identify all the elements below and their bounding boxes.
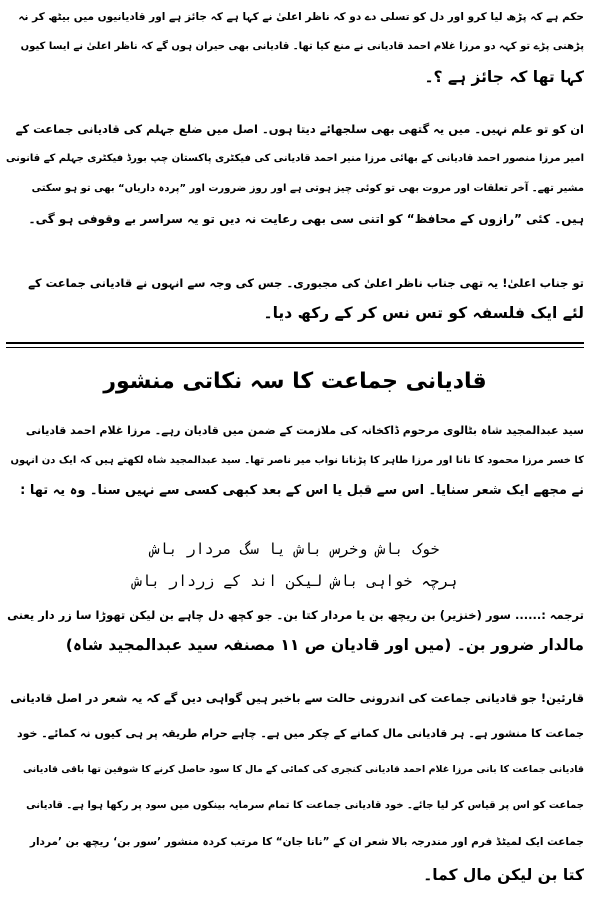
text-line: سید عبدالمجید شاہ بٹالوی مرحوم ڈاکخانہ کی ملازمت کے ضمن میں قادیان رہے۔ مرزا غلام احمد قادیانی	[25, 424, 584, 437]
text-line: جماعت کا منشور ہے۔ ہر قادیانی مال کمانے کے چکر میں ہے۔ چاہے حرام طریقہ پر ہی کیوں نہ کمائے۔ خود	[17, 727, 584, 740]
text-line: پڑھنی پڑے تو کہہ دو مرزا غلام احمد قادیانی نے منع کیا تھا۔ قادیانی بھی حیران ہوں گے کہ ناظر اعلیٰ نے ایسا کیوں	[20, 41, 584, 52]
text-line: جماعت ایک لمیٹڈ فرم اور مندرجہ بالا شعر ان کے ”نانا جان“ کا مرتب کردہ منشور ’سور بن‘ ریچھ بن ’مردار	[29, 836, 584, 848]
text-line: کتا بن لیکن مال کما۔	[423, 866, 584, 884]
poem-line-2: ہرچہ خواہی باش لیکن اند کے زردار باش	[132, 572, 458, 590]
text-line: کہا تھا کہ جائز ہے ؟۔	[424, 68, 584, 86]
text-line: نے مجھے ایک شعر سنایا۔ اس سے قبل یا اس کے بعد کبھی کسی سے نہیں سنا۔ وہ یہ تھا :	[20, 483, 584, 498]
poem-line-1: خوک باش وخرس باش یا سگ مردار باش	[150, 540, 440, 558]
section-divider-thick	[6, 342, 584, 344]
text-line: کا خسر مرزا محمود کا نانا اور مرزا طاہر کا پڑنانا نواب میر ناصر تھا۔ سید عبدالمجید شاہ لکھتے ہیں کہ ایک دن انہوں	[10, 455, 584, 466]
text-line: حکم ہے کہ پڑھ لیا کرو اور دل کو تسلی دے دو کہ ناظر اعلیٰ نے کہا ہے کہ جائز ہے اور قادیانیوں میں بیٹھ کر نہ	[18, 11, 584, 23]
text-line: امیر مرزا منصور احمد قادیانی کے بھائی مرزا منیر احمد قادیانی کی فیکٹری پاکستان چپ بورڈ فیکٹری جہلم کے قانونی	[6, 153, 584, 164]
text-line: قارئین! جو قادیانی جماعت کی اندرونی حالت سے باخبر ہیں گواہی دیں گے کہ یہ شعر در اصل قادیانی	[10, 691, 584, 705]
text-line: مشیر تھے۔ آخر تعلقات اور مروت بھی تو کوئی چیز ہوتی ہے اور روز ضرورت اور ”پردہ داریاں“ بھی تو ہو سکتی	[31, 183, 584, 194]
text-line: تو جناب اعلیٰ! یہ تھی جناب ناظر اعلیٰ کی مجبوری۔ جس کی وجہ سے انہوں نے قادیانی جماعت کے	[28, 276, 584, 290]
paragraph-2	[6, 114, 584, 234]
paragraph-5	[6, 680, 584, 890]
text-line: جماعت کو اس پر قیاس کر لیا جائے۔ خود قادیانی جماعت کا تمام سرمایہ بینکوں میں سود پر رکھا ہوا ہے۔ قادیانی	[26, 800, 584, 811]
text-line: لئے ایک فلسفہ کو تس نس کر کے رکھ دیا۔	[263, 304, 584, 322]
translation	[6, 600, 584, 660]
text-line: ترجمہ :...... سور (خنزیر) بن ریچھ بن یا مردار کتا بن۔ جو کچھ دل چاہے بن لیکن تھوڑا سا زر دار یعنی	[7, 608, 584, 622]
text-line: مالدار ضرور بن۔ (میں اور قادیان ص ۱۱ مصنفہ سید عبدالمجید شاہ)	[65, 636, 584, 654]
paragraph-4	[6, 416, 584, 506]
text-line: ہیں۔ کئی ”رازوں کے محافظ“ کو اتنی سی بھی رعایت نہ دیں تو یہ سراسر بے وقوفی ہو گی۔	[28, 212, 584, 226]
section-heading: قادیانی جماعت کا سہ نکاتی منشور	[103, 369, 487, 394]
section-divider-thin	[6, 347, 584, 348]
paragraph-1	[6, 2, 584, 92]
paragraph-3	[6, 268, 584, 328]
text-line: ان کو تو علم نہیں۔ میں یہ گتھی بھی سلجھائے دیتا ہوں۔ اصل میں ضلع جہلم کی قادیانی جماعت کے	[15, 122, 584, 136]
text-line: قادیانی جماعت کا بانی مرزا غلام احمد قادیانی کنجری کی کمائی کے مال کا سود حاصل کرنے کا شوقین تھا باقی قادیانی	[23, 764, 584, 775]
